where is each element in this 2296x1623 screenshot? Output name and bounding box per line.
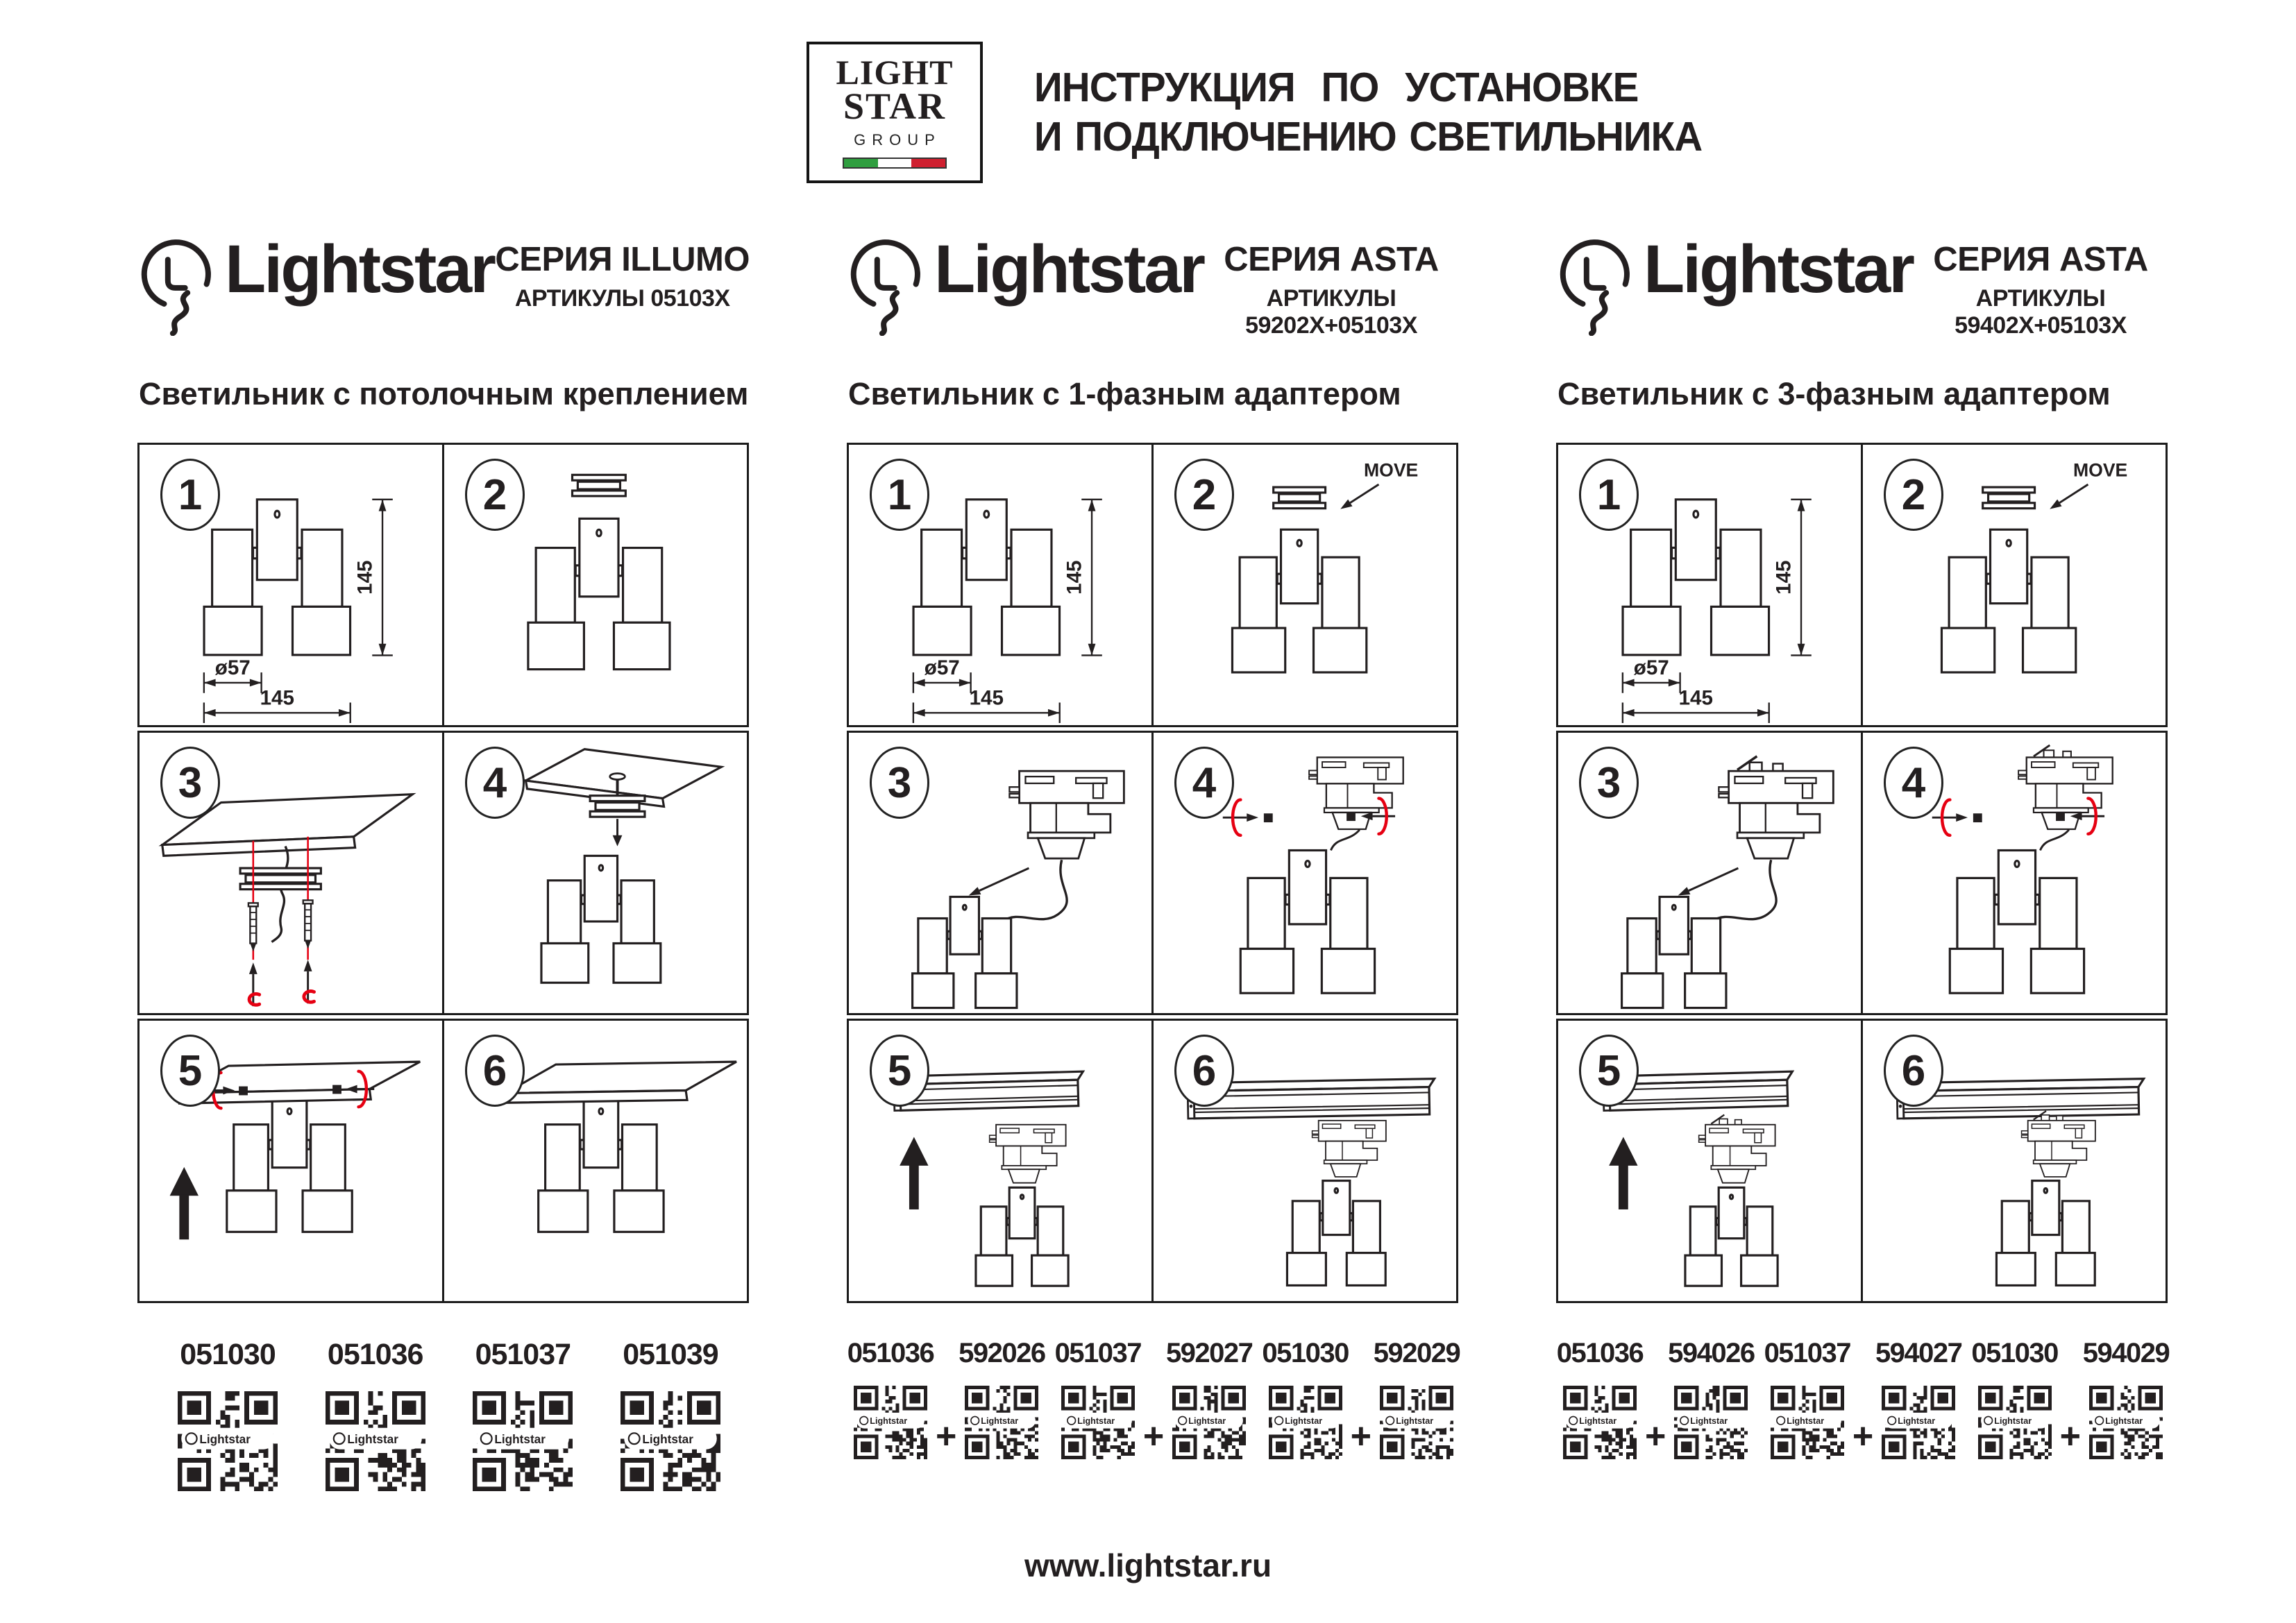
spot-lamp-drawing [539,1098,664,1232]
qr-item [316,1338,435,1501]
brand-wordmark: Lightstar [225,231,494,307]
qr-article-number: 051037 [1764,1338,1851,1368]
step-cell [1151,443,1458,727]
steps-grid-row [847,443,1460,727]
lightstar-bulb-icon [137,228,218,339]
step-number: 2 [1192,470,1217,519]
series-title: СЕРИЯ ASTA [1224,241,1439,278]
series-block [1204,240,1459,339]
qr-item [1875,1338,1962,1466]
steps-grid-row [137,731,751,1015]
step-cell [1861,731,2168,1015]
step-number-badge [1884,459,1943,531]
dimension-label: 145 [353,560,377,595]
qr-item [1764,1338,1851,1466]
spot-lamp-drawing [913,897,1017,1008]
qr-brand-label: Lightstar [1077,1416,1115,1427]
series-articles: АРТИКУЛЫ 59202X+05103X [1245,285,1417,339]
qr-brand-label: Lightstar [642,1431,693,1446]
qr-article-number: 051030 [1971,1338,2058,1368]
step-number-badge [870,747,929,819]
qr-item [1054,1338,1142,1466]
qr-brand-label: Lightstar [1898,1416,1936,1427]
series-articles: АРТИКУЛЫ 05103X [514,285,730,312]
spot-lamp-drawing [1685,1187,1778,1286]
step-number: 5 [178,1046,203,1095]
qr-article-number: 051036 [1556,1338,1644,1368]
step-number: 5 [1596,1046,1621,1095]
series-title: СЕРИЯ ILLUMO [495,241,750,278]
step-number: 4 [482,758,507,807]
qr-brand-label: Lightstar [1787,1416,1824,1427]
qr-item [1667,1338,1755,1466]
qr-brand-label: Lightstar [2105,1416,2143,1427]
qr-article-number: 592027 [1165,1338,1253,1368]
qr-brand-label: Lightstar [981,1416,1019,1427]
step-cell [442,731,749,1015]
step-number: 6 [1901,1046,1926,1095]
steps-grid [847,443,1460,1303]
column-subtitle: Светильник с 1-фазным адаптером [848,376,1401,411]
qr-item [168,1338,287,1501]
steps-grid-row [1556,443,2170,727]
steps-grid-row [1556,731,2170,1015]
qr-article-number: 051030 [180,1338,276,1371]
qr-code [1165,1379,1253,1466]
qr-code [316,1382,435,1501]
qr-code [1262,1379,1349,1466]
brand-wordmark: Lightstar [1644,231,1913,307]
qr-brand-label: Lightstar [1579,1416,1617,1427]
step-number-badge [1174,1035,1234,1107]
qr-code [1764,1379,1851,1466]
spot-lamp-drawing [1950,850,2084,993]
qr-item [847,1338,934,1466]
step-cell [847,731,1154,1015]
step-number-badge [1884,1035,1943,1107]
track-adapter-drawing [990,1125,1066,1183]
qr-code [1875,1379,1962,1466]
logo-line: GROUP [854,131,941,149]
step-number: 1 [887,470,912,519]
brand-row [137,228,751,350]
qr-pair-group [1764,1338,1962,1466]
spot-lamp-drawing [1941,529,2075,672]
steps-grid-row [847,1019,1460,1303]
plus-sign: + [2059,1416,2081,1456]
qr-article-number: 051036 [327,1338,423,1371]
qr-code [1667,1379,1755,1466]
qr-row [1556,1338,2170,1466]
track-adapter-drawing [2022,1111,2095,1177]
step-cell [1556,1019,1863,1303]
spot-lamp-drawing [528,518,670,669]
qr-item [611,1338,730,1501]
sheet-footer [0,1547,2296,1584]
qr-item [958,1338,1045,1466]
series-title: СЕРИЯ ASTA [1933,241,2148,278]
spot-lamp-drawing [913,500,1060,655]
qr-article-number: 594029 [2082,1338,2170,1368]
step-cell [442,443,749,727]
step-number-badge [1884,747,1943,819]
qr-article-number: 051036 [847,1338,934,1368]
step-number: 6 [1192,1046,1217,1095]
step-number: 4 [1901,758,1926,807]
qr-article-number: 592029 [1373,1338,1460,1368]
brand-row [1556,228,2170,350]
step-number: 1 [178,470,203,519]
step-cell [1151,731,1458,1015]
steps-grid-row [1556,1019,2170,1303]
dimension-label: ø57 [924,656,960,680]
spot-lamp-drawing [1240,850,1374,993]
steps-grid [1556,443,2170,1303]
plus-sign: + [1852,1416,1874,1456]
column-subtitle: Светильник с потолочным креплением [139,376,749,411]
step-number: 3 [178,758,203,807]
spot-lamp-drawing [1996,1181,2095,1286]
spot-lamp-drawing [227,1098,352,1232]
lightstar-bulb-icon [1556,228,1637,339]
step-number-badge [160,747,220,819]
lightstar-bulb-icon [847,228,927,339]
step-number-badge [160,459,220,531]
qr-code [1054,1379,1142,1466]
qr-row [137,1338,751,1501]
qr-item [1373,1338,1460,1466]
spot-lamp-drawing [1622,897,1726,1008]
column-subtitle: Светильник с 3-фазным адаптером [1558,376,2111,411]
qr-article-number: 594027 [1875,1338,1962,1368]
step-number-badge [160,1035,220,1107]
step-number: 2 [482,470,507,519]
qr-brand-label: Lightstar [1188,1416,1226,1427]
step-number-badge [1579,747,1639,819]
qr-article-number: 051037 [1054,1338,1142,1368]
qr-article-number: 051030 [1262,1338,1349,1368]
step-cell [1861,1019,2168,1303]
brand-wordmark: Lightstar [934,231,1204,307]
qr-code [463,1382,582,1501]
step-number-badge [1579,1035,1639,1107]
spot-lamp-drawing [1623,500,1769,655]
spot-lamp-drawing [1287,1181,1385,1286]
qr-item [1262,1338,1349,1466]
step-number: 1 [1596,470,1621,519]
qr-code [958,1379,1045,1466]
step-cell [847,1019,1154,1303]
qr-code [1971,1379,2059,1466]
steps-grid-row [137,443,751,727]
product-column [137,228,751,1501]
qr-pair-group [1556,1338,1755,1466]
step-number-badge [1174,747,1234,819]
logo-line: LIGHT [836,52,954,92]
step-cell [1556,731,1863,1015]
steps-grid [137,443,751,1303]
page-title-line1: ИНСТРУКЦИЯ ПО УСТАНОВКЕ [1034,65,1639,111]
spot-lamp-drawing [1232,529,1366,672]
qr-item [1165,1338,1253,1466]
dimension-label: 145 [1772,560,1796,595]
dimension-label: ø57 [214,656,251,680]
qr-code [2082,1379,2170,1466]
page-title [1034,63,1702,162]
qr-brand-label: Lightstar [1690,1416,1728,1427]
columns-row [137,228,2170,1501]
lightstar-group-logo [807,42,983,183]
qr-code [611,1382,730,1501]
track-adapter-drawing [1719,756,1833,858]
qr-code [847,1379,934,1466]
spot-lamp-drawing [541,856,661,983]
qr-article-number: 594026 [1668,1338,1755,1368]
qr-brand-label: Lightstar [494,1431,546,1446]
dimension-label: 145 [1063,560,1086,595]
qr-code [1373,1379,1460,1466]
steps-grid-row [847,731,1460,1015]
product-column [847,228,1460,1501]
qr-pair-group [1262,1338,1460,1466]
step-cell [137,731,444,1015]
plus-sign: + [936,1416,957,1456]
qr-article-number: 051039 [623,1338,718,1371]
page-title-line2: И ПОДКЛЮЧЕНИЮ СВЕТИЛЬНИКА [1034,114,1703,160]
dimension-label: 145 [969,686,1004,710]
qr-code [1556,1379,1644,1466]
series-articles: АРТИКУЛЫ 59402X+05103X [1955,285,2127,339]
spot-lamp-drawing [976,1187,1068,1286]
step-number: 3 [1596,758,1621,807]
dimension-label: 145 [1678,686,1713,710]
website-url: www.lightstar.ru [1024,1547,1272,1583]
qr-brand-label: Lightstar [1396,1416,1434,1427]
step-number-badge [870,1035,929,1107]
step-cell [1556,443,1863,727]
qr-item [1556,1338,1644,1466]
steps-grid-row [137,1019,751,1303]
qr-pair-group [1971,1338,2170,1466]
step-cell [847,443,1154,727]
qr-brand-label: Lightstar [199,1431,251,1446]
qr-item [463,1338,582,1501]
qr-item [2082,1338,2170,1466]
qr-brand-label: Lightstar [347,1431,398,1446]
dimension-label: MOVE [1363,459,1419,481]
plus-sign: + [1645,1416,1666,1456]
step-number: 6 [482,1046,507,1095]
step-number-badge [1174,459,1234,531]
logo-line: STAR [843,85,947,128]
qr-code [168,1382,287,1501]
italian-flag-icon [843,158,947,169]
step-cell [137,1019,444,1303]
qr-row [847,1338,1460,1466]
series-block [1913,240,2168,339]
step-number-badge [465,1035,525,1107]
qr-pair-group [1054,1338,1253,1466]
series-block [495,240,750,312]
qr-brand-label: Lightstar [870,1416,908,1427]
step-number-badge [870,459,929,531]
track-adapter-drawing [1312,1121,1386,1177]
step-number-badge [1579,459,1639,531]
plus-sign: + [1350,1416,1371,1456]
dimension-label: MOVE [2073,459,2128,481]
qr-article-number: 592026 [959,1338,1045,1368]
step-cell [1151,1019,1458,1303]
track-adapter-drawing [1699,1115,1775,1183]
qr-brand-label: Lightstar [1993,1416,2032,1427]
qr-article-number: 051037 [475,1338,571,1371]
step-cell [137,443,444,727]
track-adapter-drawing [1009,771,1124,858]
sheet-header [807,42,1730,183]
track-adapter-drawing [1309,757,1403,829]
plus-sign: + [1142,1416,1165,1456]
step-cell [1861,443,2168,727]
qr-pair-group [847,1338,1045,1466]
step-number-badge [465,747,525,819]
step-number: 3 [887,758,912,807]
step-cell [442,1019,749,1303]
spot-lamp-drawing [204,500,351,655]
step-number: 5 [887,1046,912,1095]
dimension-label: ø57 [1633,656,1669,680]
step-number-badge [465,459,525,531]
brand-row [847,228,1460,350]
dimension-label: 145 [260,686,294,710]
product-column [1556,228,2170,1501]
step-number: 4 [1192,758,1217,807]
qr-brand-label: Lightstar [1284,1416,1322,1427]
step-number: 2 [1901,470,1926,519]
qr-item [1971,1338,2059,1466]
